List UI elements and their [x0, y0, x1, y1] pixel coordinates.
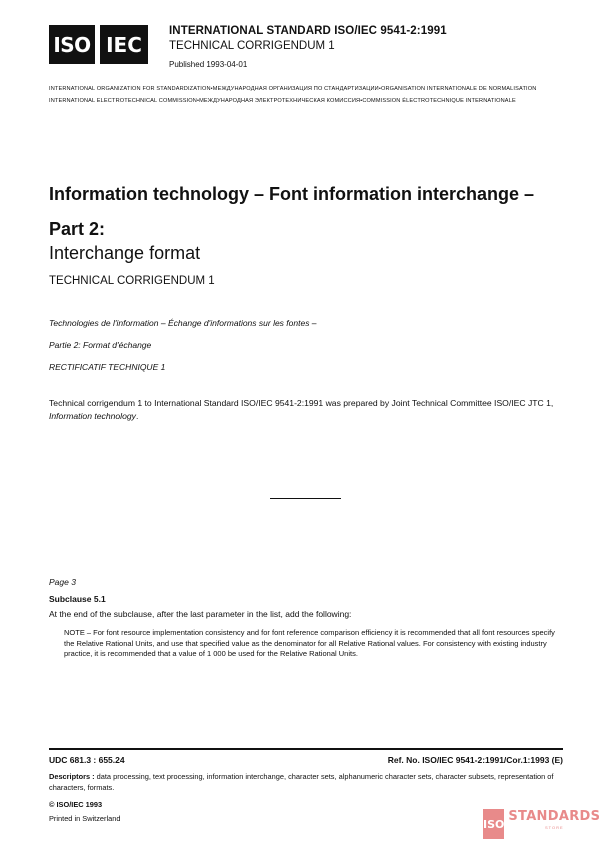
copyright-notice: © ISO/IEC 1993	[49, 800, 103, 809]
footer-rule	[49, 748, 563, 750]
iso-iec-logo	[49, 25, 148, 64]
intro-paragraph	[49, 397, 563, 422]
part-heading: Part 2:	[49, 219, 106, 239]
iec-logo: IEC	[100, 25, 148, 64]
instruction-text: At the end of the subclause, after the last parameter in the list, add the following:	[49, 609, 352, 619]
french-rectificatif: RECTIFICATIF TECHNIQUE 1	[49, 362, 166, 372]
descriptors-list: data processing, text processing, information interchange, character sets, alphanumeric character sets, character subsets, representation of characters, formats.	[49, 772, 554, 792]
reference-number: Ref. No. ISO/IEC 9541-2:1991/Cor.1:1993 (E)	[387, 755, 563, 765]
intro-committee-name: Information technology	[49, 410, 136, 421]
organization-line-iso: INTERNATIONAL ORGANIZATION FOR STANDARDIZATION•МЕЖДУНАРОДНАЯ ОРГАНИЗАЦИЯ ПО СТАНДАРТИЗАЦИИ•ORGANISATION INTERNATIONALE DE NORMALISATION	[49, 86, 537, 92]
watermark-main-text: STANDARDS	[508, 809, 600, 824]
intro-period: .	[135, 410, 139, 421]
page-reference: Page 3	[49, 577, 76, 587]
part-subtitle: Interchange format	[49, 243, 201, 263]
french-part: Partie 2: Format d'échange	[49, 340, 152, 350]
organization-line-iec: INTERNATIONAL ELECTROTECHNICAL COMMISSION•МЕЖДУНАРОДНАЯ ЭЛЕКТРОТЕХНИЧЕСКАЯ КОМИССИЯ•COMMISSION ÉLECTROTECHNIQUE INTERNATIONALE	[49, 98, 516, 104]
document-title: Information technology – Font information interchange –	[49, 184, 535, 204]
subclause-heading: Subclause 5.1	[49, 594, 106, 604]
udc-number: UDC 681.3 : 655.24	[49, 755, 125, 765]
iso-logo: ISO	[49, 25, 95, 64]
corrigendum-title: TECHNICAL CORRIGENDUM 1	[169, 40, 335, 52]
intro-text: Technical corrigendum 1 to International Standard ISO/IEC 9541-2:1991 was prepared by Joint Technical Committee ISO/IEC JTC 1,	[49, 398, 554, 408]
printed-location: Printed in Switzerland	[49, 814, 121, 823]
descriptors	[49, 771, 563, 793]
watermark-iso-logo: ISO	[483, 809, 504, 839]
french-title: Technologies de l'information – Échange d'informations sur les fontes –	[49, 318, 317, 328]
technical-corrigendum-label: TECHNICAL CORRIGENDUM 1	[49, 275, 215, 287]
standard-title: INTERNATIONAL STANDARD ISO/IEC 9541-2:1991	[169, 25, 447, 37]
section-divider	[270, 498, 341, 499]
descriptors-label: Descriptors :	[49, 772, 95, 781]
standards-store-watermark	[483, 809, 600, 841]
note-text: NOTE – For font resource implementation consistency and for font reference comparison efficiency it is recommended that all font resources specify the Relative Rational Units, and use that specified value as the denominator for all Relative Rational values. For consistency with existing industry practice, it is recommended that a value of 1 000 be used for the Relative Rational Units.	[64, 628, 555, 659]
watermark-sub-text: STORE	[544, 825, 564, 830]
published-date: Published 1993-04-01	[169, 60, 248, 69]
